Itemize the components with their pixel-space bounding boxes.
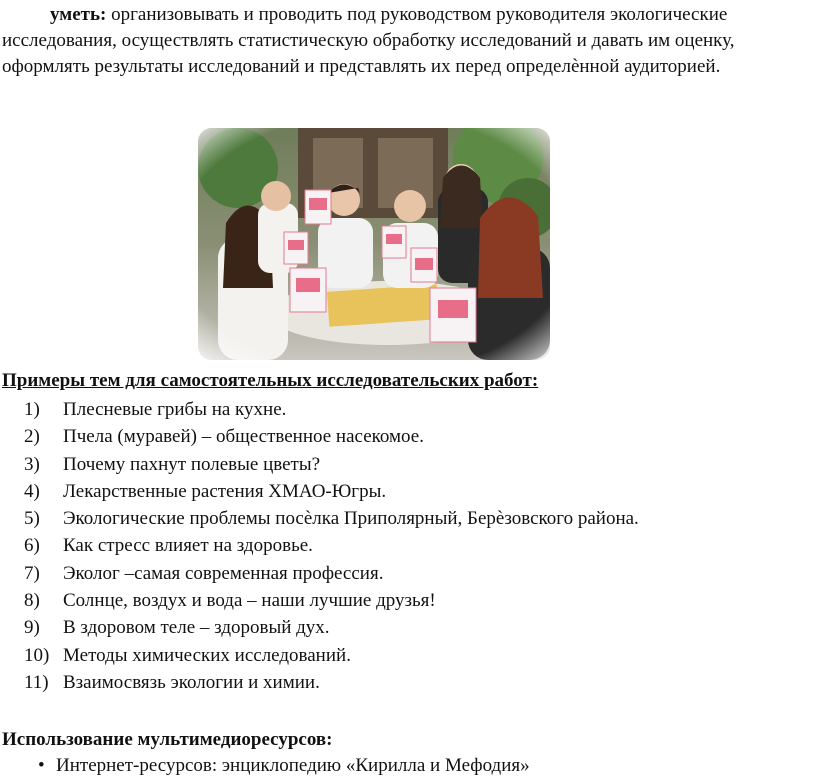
list-item-text: Экологические проблемы посѐлка Приполярный, Берѐзовского района. <box>63 508 639 530</box>
list-item-text: Эколог –самая современная профессия. <box>63 562 384 584</box>
list-item-number: 5) <box>24 508 40 530</box>
bullet-icon: • <box>38 755 45 776</box>
list-item-number: 3) <box>24 453 40 475</box>
list-item-text: Лекарственные растения ХМАО-Югры. <box>63 480 387 502</box>
list-item-number: 4) <box>24 480 40 502</box>
list-item-number: 2) <box>24 426 40 448</box>
intro-paragraph <box>2 2 802 80</box>
list-item-number: 1) <box>24 399 40 420</box>
list-item-text: Методы химических исследований. <box>63 644 351 666</box>
list-item-text: Взаимосвязь экологии и химии. <box>63 671 320 693</box>
multimedia-bullet-item <box>38 755 530 777</box>
list-item-text: Почему пахнут полевые цветы? <box>63 453 321 475</box>
list-item-number: 9) <box>24 617 40 639</box>
list-item-number: 7) <box>24 562 40 584</box>
list-item-text: Плесневые грибы на кухне. <box>63 399 287 420</box>
list-item-text: Солнце, воздух и вода – наши лучшие друзья! <box>63 590 436 612</box>
list-item-number: 11) <box>24 671 49 693</box>
intro-text: организовывать и проводить под руководством руководителя экологические исследования, осуществлять статистическую обработку исследований и давать им оценку, оформлять результаты исследований и представлять их перед определѐнной аудиторией. <box>2 4 735 77</box>
list-item-text: Как стресс влияет на здоровье. <box>63 535 313 557</box>
intro-bold-label: уметь: <box>50 4 107 25</box>
list-item-text: Пчела (муравей) – общественное насекомое. <box>63 426 424 448</box>
multimedia-heading: Использование мультимедиоресурсов: <box>2 729 333 750</box>
list-item-text: В здоровом теле – здоровый дух. <box>63 617 330 639</box>
list-item-number: 8) <box>24 590 40 612</box>
students-photo-illustration <box>198 128 550 360</box>
list-item-number: 6) <box>24 535 40 557</box>
topics-heading: Примеры тем для самостоятельных исследовательских работ: <box>2 370 539 391</box>
multimedia-item-text: Интернет-ресурсов: энциклопедию «Кирилла и Мефодия» <box>56 755 530 776</box>
students-photo <box>198 128 550 360</box>
list-item-number: 10) <box>24 644 50 666</box>
